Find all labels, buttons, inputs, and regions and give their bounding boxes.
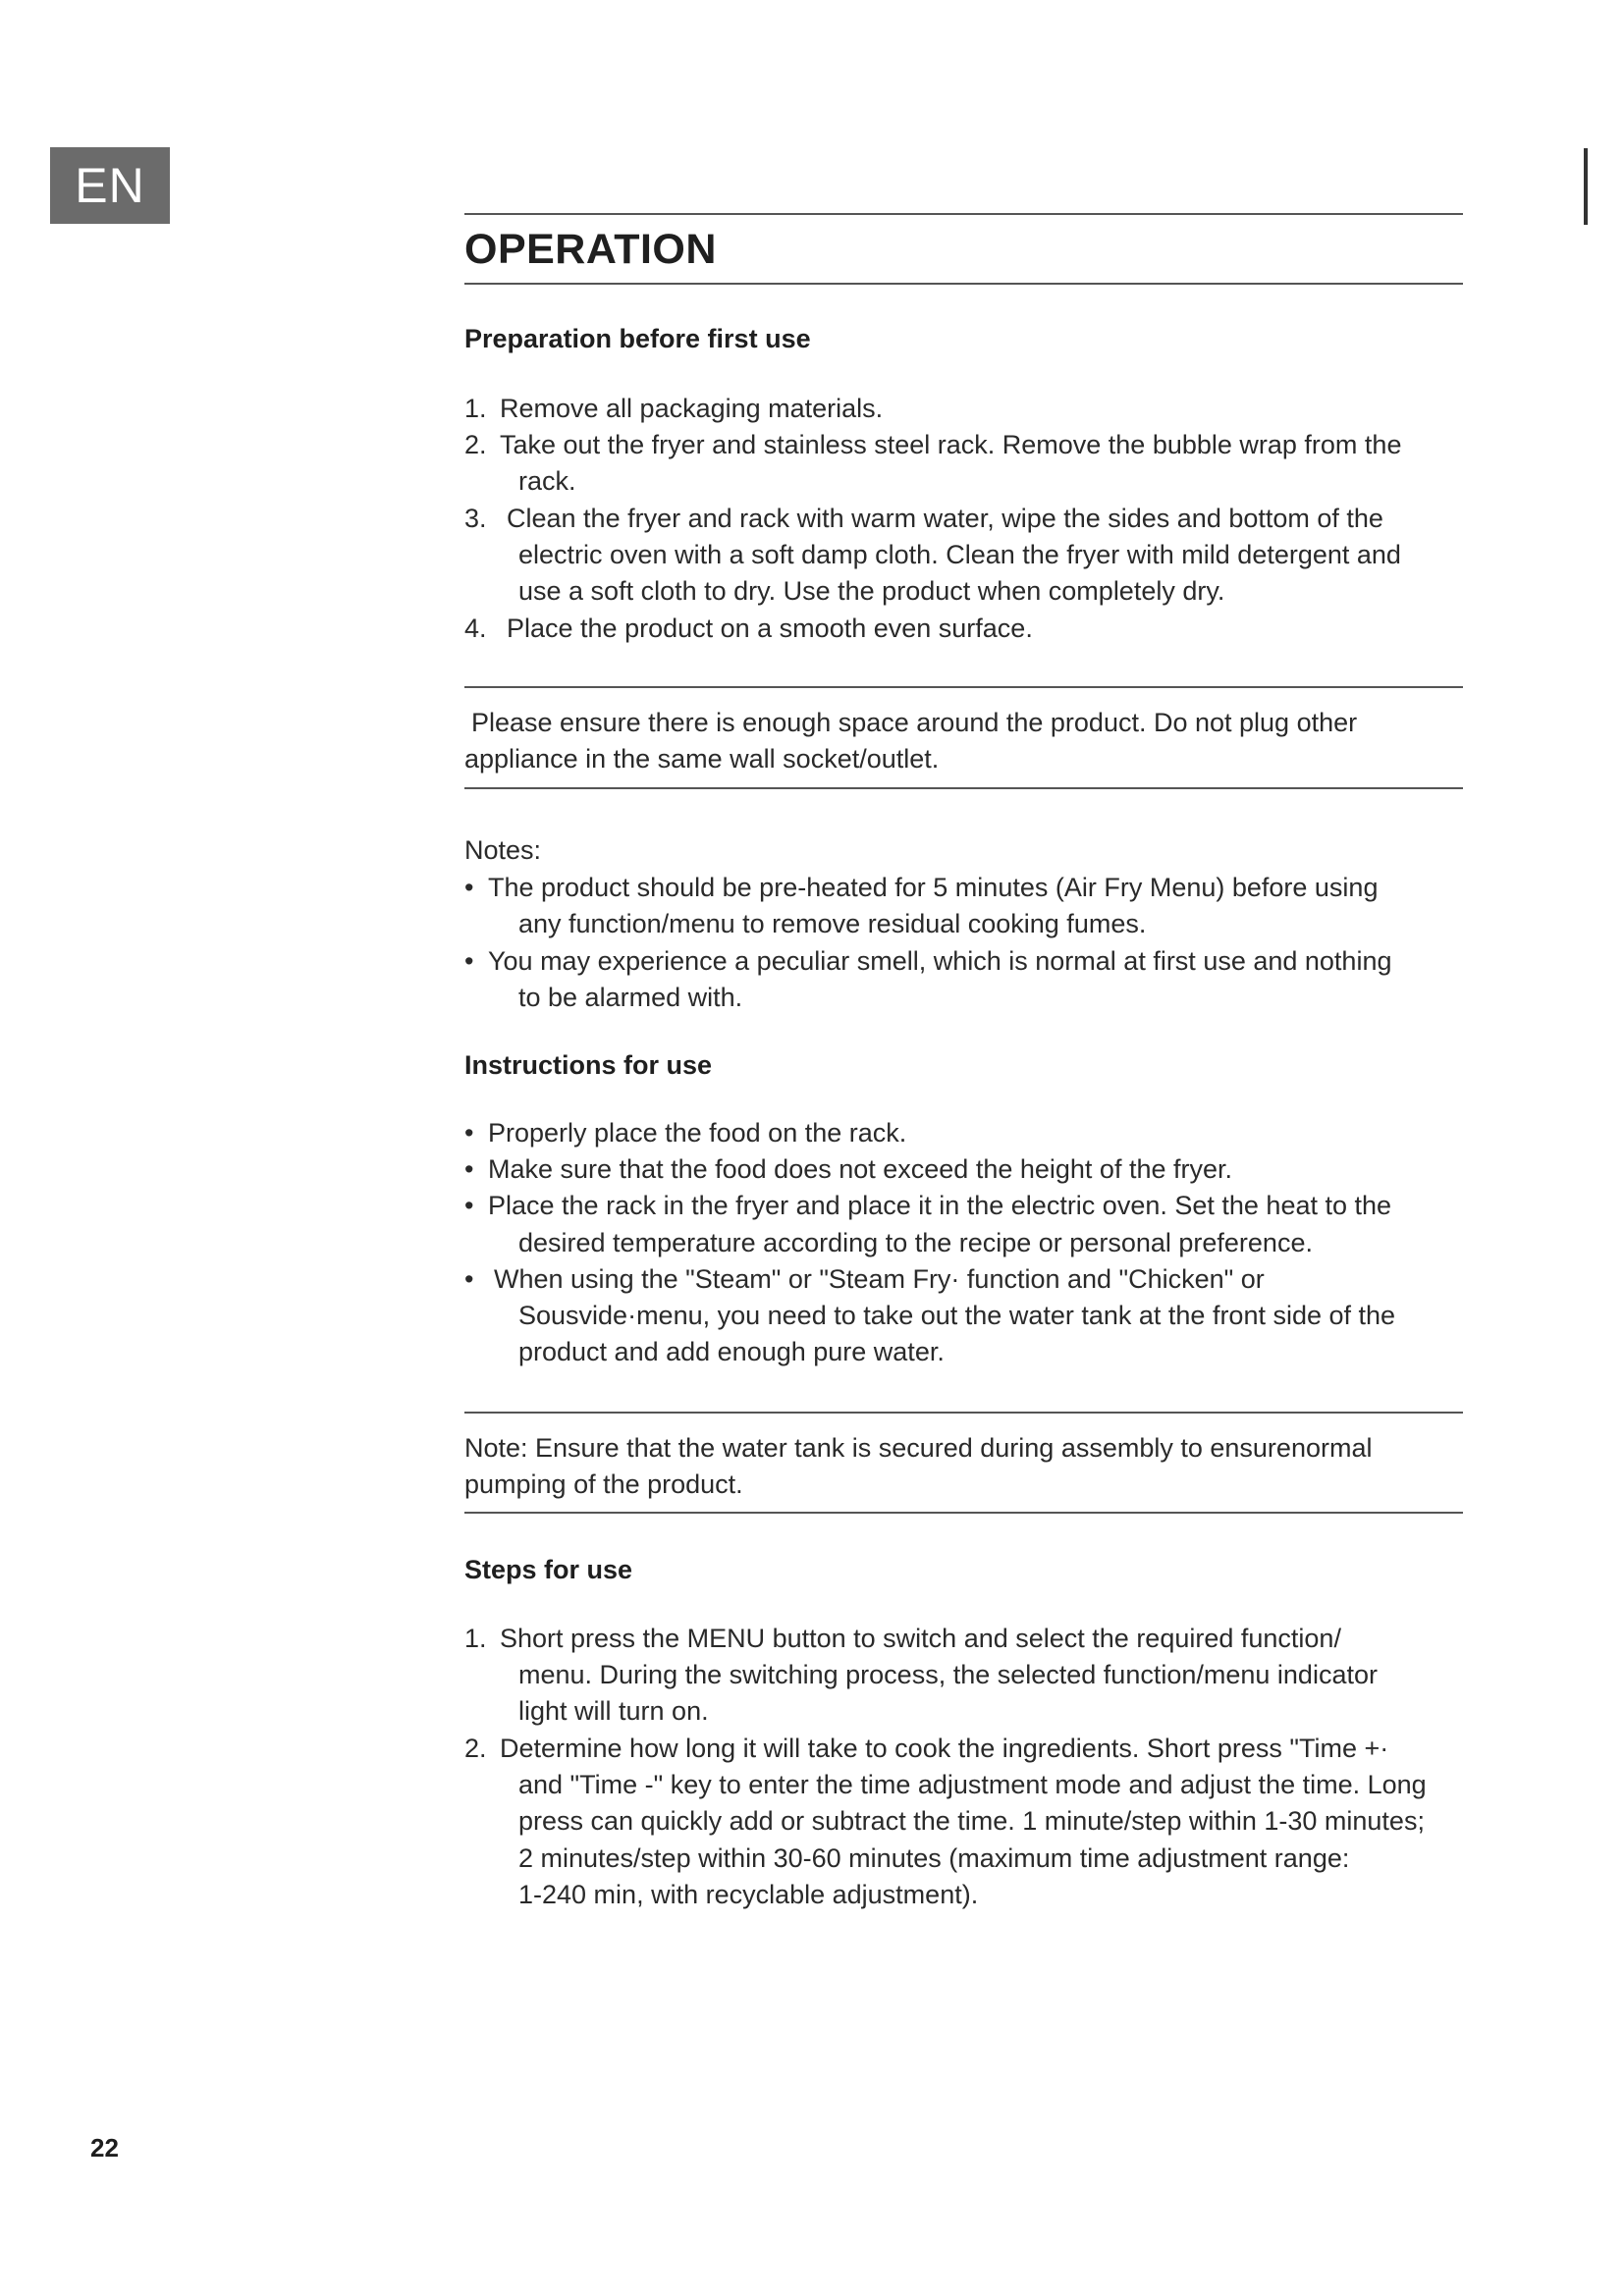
bullet: • — [464, 1191, 474, 1220]
list-text: Place the rack in the fryer and place it in the electric oven. Set the heat to the — [488, 1191, 1392, 1220]
title-rule-bottom — [464, 283, 1463, 285]
steps-item-2-cont-4: 1-240 min, with recyclable adjustment). — [518, 1880, 979, 1909]
notice2-line-2: pumping of the product. — [464, 1469, 743, 1499]
instr-item-4 — [464, 1261, 1476, 1297]
steps-item-2-cont-3: 2 minutes/step within 30-60 minutes (maximum time adjustment range: — [518, 1843, 1350, 1873]
instructions-heading: Instructions for use — [464, 1050, 713, 1080]
list-text: Clean the fryer and rack with warm water, wipe the sides and bottom of the — [507, 504, 1383, 533]
list-number: 2. — [464, 430, 487, 459]
notes-item-1 — [464, 870, 1476, 905]
steps-heading: Steps for use — [464, 1555, 633, 1584]
instr-item-3-cont: desired temperature according to the recipe or personal preference. — [518, 1228, 1313, 1257]
notes-item-2 — [464, 943, 1476, 979]
instr-item-3 — [464, 1188, 1476, 1223]
list-text: When using the "Steam" or "Steam Fry· function and "Chicken" or — [494, 1264, 1265, 1294]
list-number: 4. — [464, 614, 487, 643]
list-text: You may experience a peculiar smell, which is normal at first use and nothing — [488, 946, 1392, 976]
page-title: OPERATION — [464, 226, 717, 273]
list-text: Take out the fryer and stainless steel rack. Remove the bubble wrap from the — [500, 430, 1402, 459]
steps-item-1-cont-2: light will turn on. — [518, 1696, 709, 1726]
prep-item-3-cont-1: electric oven with a soft damp cloth. Clean the fryer with mild detergent and — [518, 540, 1401, 569]
steps-item-2 — [464, 1731, 1476, 1766]
steps-item-1 — [464, 1621, 1476, 1656]
list-text: Make sure that the food does not exceed the height of the fryer. — [488, 1154, 1232, 1184]
steps-item-1-cont-1: menu. During the switching process, the selected function/menu indicator — [518, 1660, 1378, 1689]
bullet: • — [464, 873, 474, 902]
list-number: 1. — [464, 1624, 487, 1653]
notice2-rule-bottom — [464, 1512, 1463, 1514]
instr-item-4-cont-1: Sousvide·menu, you need to take out the water tank at the front side of the — [518, 1301, 1396, 1330]
notes-item-2-cont: to be alarmed with. — [518, 983, 743, 1012]
prep-item-3 — [464, 501, 1476, 536]
bullet: • — [464, 946, 474, 976]
steps-item-2-cont-2: press can quickly add or subtract the time. 1 minute/step within 1-30 minutes; — [518, 1806, 1425, 1836]
instr-item-2 — [464, 1151, 1476, 1187]
page-number: 22 — [90, 2133, 119, 2163]
page-edge-mark — [1584, 148, 1588, 225]
steps-item-2-cont-1: and "Time -" key to enter the time adjustment mode and adjust the time. Long — [518, 1770, 1427, 1799]
notice1-rule-bottom — [464, 787, 1463, 789]
notice1-rule-top — [464, 686, 1463, 688]
prep-heading: Preparation before first use — [464, 324, 811, 353]
instr-item-4-cont-2: product and add enough pure water. — [518, 1337, 945, 1366]
list-text: Properly place the food on the rack. — [488, 1118, 907, 1148]
prep-item-3-cont-2: use a soft cloth to dry. Use the product when completely dry. — [518, 576, 1225, 606]
prep-item-2 — [464, 427, 1476, 462]
language-tab: EN — [50, 147, 170, 224]
notice1-line-2: appliance in the same wall socket/outlet. — [464, 744, 940, 774]
notice2-line-1: Note: Ensure that the water tank is secured during assembly to ensurenormal — [464, 1433, 1373, 1463]
list-text: The product should be pre-heated for 5 minutes (Air Fry Menu) before using — [488, 873, 1379, 902]
prep-item-2-cont: rack. — [518, 466, 576, 496]
notes-item-1-cont: any function/menu to remove residual cooking fumes. — [518, 909, 1147, 938]
list-number: 2. — [464, 1734, 487, 1763]
notice2-rule-top — [464, 1412, 1463, 1414]
list-number: 3. — [464, 504, 487, 533]
title-rule-top — [464, 213, 1463, 215]
list-text: Determine how long it will take to cook the ingredients. Short press "Time +· — [500, 1734, 1389, 1763]
prep-item-4 — [464, 611, 1476, 646]
list-text: Remove all packaging materials. — [500, 394, 884, 423]
bullet: • — [464, 1154, 474, 1184]
list-text: Place the product on a smooth even surface. — [507, 614, 1033, 643]
notes-label: Notes: — [464, 835, 542, 865]
prep-item-1 — [464, 391, 1476, 426]
list-text: Short press the MENU button to switch and select the required function/ — [500, 1624, 1341, 1653]
bullet: • — [464, 1264, 474, 1294]
notice1-line-1: Please ensure there is enough space around the product. Do not plug other — [471, 708, 1358, 737]
list-number: 1. — [464, 394, 487, 423]
bullet: • — [464, 1118, 474, 1148]
instr-item-1 — [464, 1115, 1476, 1150]
